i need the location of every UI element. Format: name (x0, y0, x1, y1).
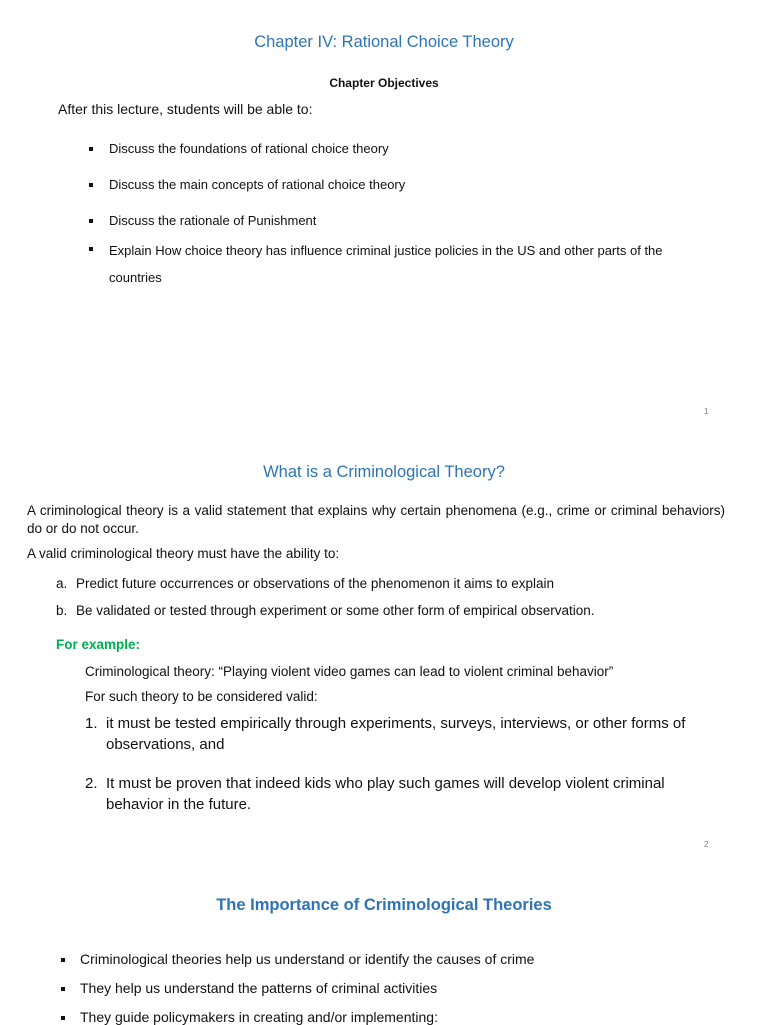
importance-text: Criminological theories help us understand or identify the causes of crime (80, 951, 535, 967)
condition-text: It must be proven that indeed kids who play such games will develop violent criminal behavior in the future. (106, 775, 665, 813)
square-bullet-icon (61, 958, 65, 962)
objective-text: Discuss the main concepts of rational choice theory (109, 177, 406, 192)
page-number: 2 (704, 840, 709, 849)
square-bullet-icon (61, 987, 65, 991)
validity-intro: A valid criminological theory must have the ability to: (27, 546, 340, 561)
section-title: What is a Criminological Theory? (263, 463, 505, 481)
chapter-objectives-heading: Chapter Objectives (329, 76, 439, 90)
objective-item (89, 141, 389, 156)
page-number: 1 (704, 407, 709, 416)
example-theory: Criminological theory: “Playing violent video games can lead to violent criminal behavior” (85, 664, 614, 679)
square-bullet-icon (89, 247, 93, 251)
theory-definition: A criminological theory is a valid statement that explains why certain phenomena (e.g., crime or criminal behaviors) do or do not occur. (27, 503, 725, 536)
list-marker: 1. (85, 715, 98, 732)
objective-item (89, 237, 663, 291)
square-bullet-icon (61, 1016, 65, 1020)
condition-text: it must be tested empirically through experiments, surveys, interviews, or other forms of observations, and (106, 715, 686, 753)
objective-item (89, 177, 405, 192)
condition-item (85, 773, 725, 815)
objective-text: Discuss the foundations of rational choice theory (109, 141, 389, 156)
importance-text: They guide policymakers in creating and/or implementing: (80, 1009, 438, 1025)
intro-text: After this lecture, students will be able to: (58, 101, 313, 117)
ability-item (56, 603, 595, 618)
list-marker: 2. (85, 775, 98, 792)
example-validity: For such theory to be considered valid: (85, 689, 318, 704)
objective-text: Explain How choice theory has influence criminal justice policies in the US and other parts of the (109, 243, 663, 258)
ability-item (56, 576, 554, 591)
chapter-title: Chapter IV: Rational Choice Theory (254, 33, 514, 51)
importance-item (61, 951, 534, 967)
example-label: For example: (56, 637, 141, 652)
importance-text: They help us understand the patterns of criminal activities (80, 980, 438, 996)
list-marker: a. (56, 576, 68, 591)
ability-text: Be validated or tested through experiment or some other form of empirical observation. (76, 603, 595, 618)
section-title: The Importance of Criminological Theories (216, 896, 552, 914)
importance-item (61, 1009, 438, 1025)
objective-text-continued: countries (109, 270, 162, 285)
square-bullet-icon (89, 183, 93, 187)
importance-item (61, 980, 437, 996)
square-bullet-icon (89, 147, 93, 151)
objective-item (89, 213, 316, 228)
square-bullet-icon (89, 219, 93, 223)
list-marker: b. (56, 603, 68, 618)
objective-text: Discuss the rationale of Punishment (109, 213, 317, 228)
condition-item (85, 713, 725, 755)
ability-text: Predict future occurrences or observations of the phenomenon it aims to explain (76, 576, 555, 591)
